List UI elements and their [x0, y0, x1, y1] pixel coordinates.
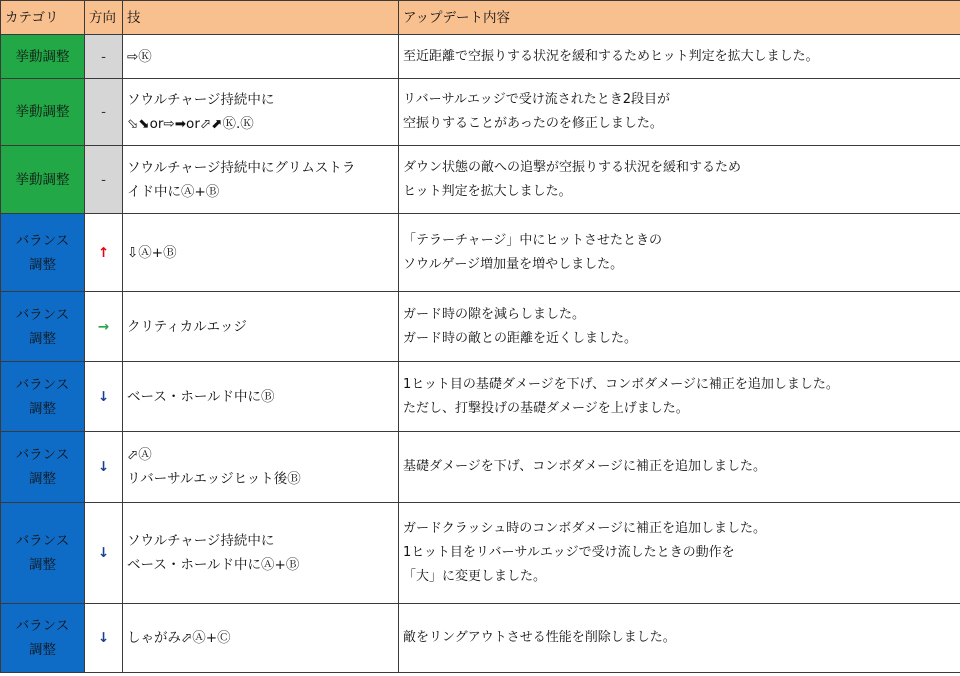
header-direction: 方向	[85, 1, 123, 35]
table-row	[1, 503, 960, 604]
direction-down-arrow-icon: ↓	[85, 503, 123, 604]
direction-neutral: -	[85, 35, 123, 79]
move-command: しゃがみ⬀Ⓐ+Ⓒ	[127, 630, 231, 646]
update-text: ヒット判定を拡大しました。	[403, 183, 572, 199]
update-text: 1ヒット目をリバーサルエッジで受け流したときの動作を	[403, 545, 735, 560]
category-cell	[1, 146, 85, 214]
move-cell	[123, 604, 399, 673]
update-text: 至近距離で空振りする状況を緩和するためヒット判定を拡大しました。	[403, 48, 819, 64]
direction-down-arrow-icon: ↓	[85, 362, 123, 432]
move-cell	[123, 214, 399, 292]
update-cell	[399, 503, 960, 604]
category-label: 調整	[29, 256, 56, 273]
move-command: ソウルチャージ持続中にグリムストラ	[127, 159, 356, 176]
direction-neutral: -	[85, 146, 123, 214]
category-label: 挙動調整	[15, 104, 70, 120]
update-text: 「大」に変更しました。	[403, 569, 547, 584]
move-cell	[123, 432, 399, 503]
update-text: 1ヒット目の基礎ダメージを下げ、コンボダメージに補正を追加しました。	[403, 376, 839, 392]
move-command: ベース・ホールド中にⒶ+Ⓑ	[127, 557, 300, 573]
table-row	[1, 292, 960, 362]
category-cell	[1, 362, 85, 432]
table-row	[1, 432, 960, 503]
category-label: 調整	[29, 557, 56, 573]
update-cell	[399, 214, 960, 292]
update-cell	[399, 146, 960, 214]
update-text: ただし、打撃投げの基礎ダメージを上げました。	[403, 400, 689, 416]
update-text: ソウルゲージ増加量を増やしました。	[403, 256, 624, 272]
table-row	[1, 146, 960, 214]
update-cell	[399, 292, 960, 362]
move-command: ソウルチャージ持続中に	[127, 533, 275, 549]
move-cell	[123, 503, 399, 604]
header-update: アップデート内容	[399, 1, 960, 35]
move-cell	[123, 79, 399, 146]
table-row	[1, 604, 960, 673]
update-cell	[399, 362, 960, 432]
category-cell	[1, 503, 85, 604]
category-cell	[1, 604, 85, 673]
category-label: 調整	[29, 471, 56, 487]
move-command: ⬀Ⓐ	[127, 447, 152, 463]
move-command: ソウルチャージ持続中に	[127, 92, 275, 108]
move-command: イド中にⒶ+Ⓑ	[127, 183, 220, 200]
category-cell	[1, 35, 85, 79]
category-label: 調整	[29, 642, 56, 658]
category-label: バランス	[15, 447, 70, 463]
category-label: バランス	[15, 533, 70, 549]
category-label: バランス	[15, 306, 70, 323]
table-row	[1, 79, 960, 146]
category-label: 挙動調整	[15, 171, 70, 188]
category-label: 調整	[29, 330, 56, 347]
move-command: ⇩Ⓐ+Ⓑ	[127, 244, 177, 261]
move-command: リバーサルエッジヒット後Ⓑ	[127, 471, 301, 487]
category-cell	[1, 292, 85, 362]
direction-right-arrow-icon: →	[85, 292, 123, 362]
update-cell	[399, 35, 960, 79]
update-text: 基礎ダメージを下げ、コンボダメージに補正を追加しました。	[403, 459, 766, 474]
update-text: リバーサルエッジで受け流されたとき2段目が	[403, 92, 670, 107]
update-text: ガードクラッシュ時のコンボダメージに補正を追加しました。	[403, 521, 766, 536]
move-command: ⇨Ⓚ	[127, 48, 152, 65]
table-body	[1, 35, 960, 673]
category-label: 調整	[29, 400, 56, 417]
update-cell	[399, 79, 960, 146]
category-label: バランス	[15, 232, 70, 249]
update-text: ガード時の隙を減らしました。	[403, 306, 586, 322]
update-text: ダウン状態の敵への追撃が空振りする状況を緩和するため	[403, 159, 742, 175]
header-move: 技	[123, 1, 399, 35]
direction-down-arrow-icon: ↓	[85, 604, 123, 673]
table-row	[1, 214, 960, 292]
direction-down-arrow-icon: ↓	[85, 432, 123, 503]
move-cell	[123, 292, 399, 362]
update-cell	[399, 604, 960, 673]
move-cell	[123, 362, 399, 432]
category-cell	[1, 214, 85, 292]
move-command: ⬂⬊or⇨➡or⬀⬈Ⓚ.Ⓚ	[127, 116, 254, 132]
update-text: 「テラーチャージ」中にヒットさせたときの	[403, 232, 662, 248]
category-label: バランス	[15, 376, 70, 393]
move-cell	[123, 146, 399, 214]
header-row	[1, 1, 960, 35]
table-row	[1, 35, 960, 79]
update-text: ガード時の敵との距離を近くしました。	[403, 330, 638, 346]
update-text: 敵をリングアウトさせる性能を削除しました。	[403, 630, 676, 645]
category-label: バランス	[15, 618, 70, 634]
direction-up-arrow-icon: ↑	[85, 214, 123, 292]
update-cell	[399, 432, 960, 503]
category-label: 挙動調整	[15, 48, 70, 65]
move-command: クリティカルエッジ	[127, 318, 247, 335]
category-cell	[1, 432, 85, 503]
header-category: カテゴリ	[1, 1, 85, 35]
table-row	[1, 362, 960, 432]
category-cell	[1, 79, 85, 146]
update-text: 空振りすることがあったのを修正しました。	[403, 116, 663, 131]
direction-neutral: -	[85, 79, 123, 146]
move-cell	[123, 35, 399, 79]
move-command: ベース・ホールド中にⒷ	[127, 388, 275, 405]
